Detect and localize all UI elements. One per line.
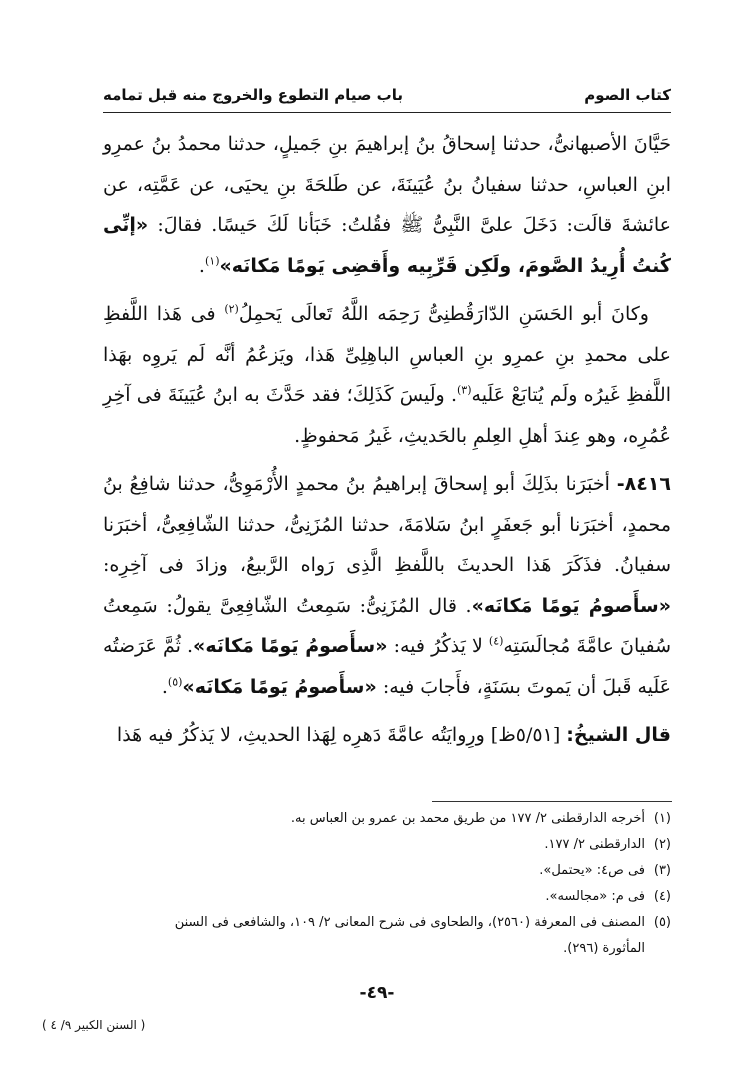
footnote bbox=[103, 832, 671, 858]
hadith-quote-a: «سأَصومُ يَومًا مَكانَه» bbox=[471, 594, 671, 617]
footnote-number: (٣) bbox=[653, 863, 671, 878]
footnote-number: (٢) bbox=[653, 837, 671, 852]
footnote bbox=[103, 910, 671, 962]
header-chapter-title: باب صيام التطوع والخروج منه قبل تمامه bbox=[103, 86, 403, 104]
hadith-number: ٨٤١٦- bbox=[616, 473, 671, 495]
footnote-ref-1: (١) bbox=[204, 254, 220, 268]
header-book-title: كتاب الصوم bbox=[584, 86, 671, 104]
shaykh-label: قال الشيخُ: bbox=[566, 724, 671, 746]
running-header bbox=[103, 76, 671, 104]
manuscript-ref: [٥/٥١ظ] bbox=[490, 724, 561, 746]
footnote-text-continued: المأثورة (٢٩٦). bbox=[563, 941, 645, 956]
footnote-ref-3: (٣) bbox=[457, 383, 472, 397]
paragraph-3-text-b: . قال المُزَنِىُّ: سَمِعتُ الشّافِعِىَّ يقولُ: سَمِعتُ سُفيانَ عامَّةَ مُجالَسَتِه bbox=[103, 594, 671, 657]
footnote-text: فى ص٤: «يحتمل». bbox=[539, 863, 645, 878]
paragraph-3 bbox=[103, 464, 671, 707]
paragraph-1-text: حَيَّانَ الأصبهانىُّ، حدثنا إسحاقُ بنُ إبراهيمَ بنِ جَميلٍ، حدثنا محمدُ بنُ عمرِو ابنِ العباسِ، حدثنا سفيانُ بنُ عُيَينَةَ، عن طَلحَةَ بنِ يحيَى، عن عَمَّتِه، عن عائشةَ قالَت: دَخَلَ علىَّ النَّبِىُّ ﷺ فقُلتُ: خَبَأنا لَكَ حَيسًا. فقالَ: bbox=[103, 133, 671, 236]
footnote-ref-5: (٥) bbox=[167, 675, 183, 689]
footnote-ref-4: (٤) bbox=[488, 634, 504, 648]
hadith-quote-c: «سأَصومُ يَومًا مَكانَه» bbox=[182, 675, 377, 698]
paragraph-4-text: ورِوايَتُه عامَّةَ دَهرِه لِهَذا الحديثِ، لا يَذكُرُ فيه هَذا bbox=[116, 724, 485, 746]
footnote bbox=[103, 858, 671, 884]
footnote-number: (٤) bbox=[653, 889, 671, 904]
paragraph-3-text-a: أخبَرَنا بذَلِكَ أبو إسحاقَ إبراهيمُ بنُ محمدٍ الأُرْمَوِىُّ، حدثنا شافِعُ بنُ محمدٍ، أخبَرَنا أبو جَعفَرٍ ابنُ سَلامَةَ، حدثنا المُزَنِىُّ، حدثنا الشّافِعِىُّ، أخبَرَنا سفيانُ. فذَكَرَ هَذا الحديثَ باللَّفظِ الَّذِى رَواه الرَّبيعُ، وزادَ فى آخِرِه: bbox=[103, 473, 671, 576]
hadith-quote: «إنِّى كُنتُ أُرِيدُ الصَّومَ، ولَكِن قَرِّبِيه وأَقضِى يَومًا مَكانَه» bbox=[103, 214, 671, 277]
paragraph-2-text-a: وكانَ أبو الحَسَنِ الدّارَقُطنِىُّ رَحِمَه اللَّهُ تَعالَى يَحمِلُ bbox=[238, 303, 649, 325]
hadith-quote-b: «سأَصومُ يَومًا مَكانَه» bbox=[193, 635, 388, 657]
paragraph-2-text-b: فى هَذا اللَّفظِ على محمدِ بنِ عمرِو بنِ العباسِ الباهِلِىِّ هَذا، ويَزعُمُ أنَّه لَم يَروِه بهَذا اللَّفظِ غَيرُه ولَم يُتابَعْ عَلَيه bbox=[103, 303, 671, 406]
footnote bbox=[103, 884, 671, 910]
footnote-number: (١) bbox=[653, 811, 671, 826]
footnote-number: (٥) bbox=[653, 915, 671, 930]
paragraph-3-text-c: لا يَذكُرُ فيه: bbox=[393, 635, 483, 657]
paragraph-3-end: . bbox=[161, 675, 168, 698]
main-text bbox=[103, 124, 671, 756]
footnote-text: فى م: «مجالسه». bbox=[545, 889, 645, 904]
collection-reference: ( السنن الكبير ٩/ ٤ ) bbox=[42, 1018, 146, 1032]
paragraph-1-end: . bbox=[198, 254, 205, 277]
footnote bbox=[103, 806, 671, 832]
paragraph-2-text-c: . ولَيسَ كَذَلِكَ؛ فقد حَدَّثَ به ابنُ عُيَينَةَ فى آخِرِ عُمُرِه، وهو عِندَ أهلِ العِلمِ بالحَديثِ، غَيرُ مَحفوظٍ. bbox=[103, 384, 671, 447]
paragraph-1 bbox=[103, 124, 671, 286]
header-divider bbox=[103, 112, 671, 113]
footnote-ref-2: (٢) bbox=[224, 302, 239, 316]
paragraph-3-text-d: . ثُمَّ عَرَضتُه عَلَيه قَبلَ أن يَموتَ بسَنَةٍ، فأَجابَ فيه: bbox=[103, 635, 671, 698]
footnote-text: الدارقطنى ٢/ ١٧٧. bbox=[544, 837, 645, 852]
footnotes bbox=[103, 806, 671, 962]
footnote-text: أخرجه الدارقطنى ٢/ ١٧٧ من طريق محمد بن عمرو بن العباس به. bbox=[290, 811, 645, 826]
footnote-text: المصنف فى المعرفة (٢٥٦٠)، والطحاوى فى شرح المعانى ٢/ ١٠٩، والشافعى فى السنن bbox=[174, 915, 645, 930]
paragraph-4 bbox=[103, 715, 671, 756]
footnote-divider bbox=[432, 801, 672, 802]
paragraph-2 bbox=[103, 294, 671, 456]
page-number: -٤٩- bbox=[359, 983, 395, 1003]
